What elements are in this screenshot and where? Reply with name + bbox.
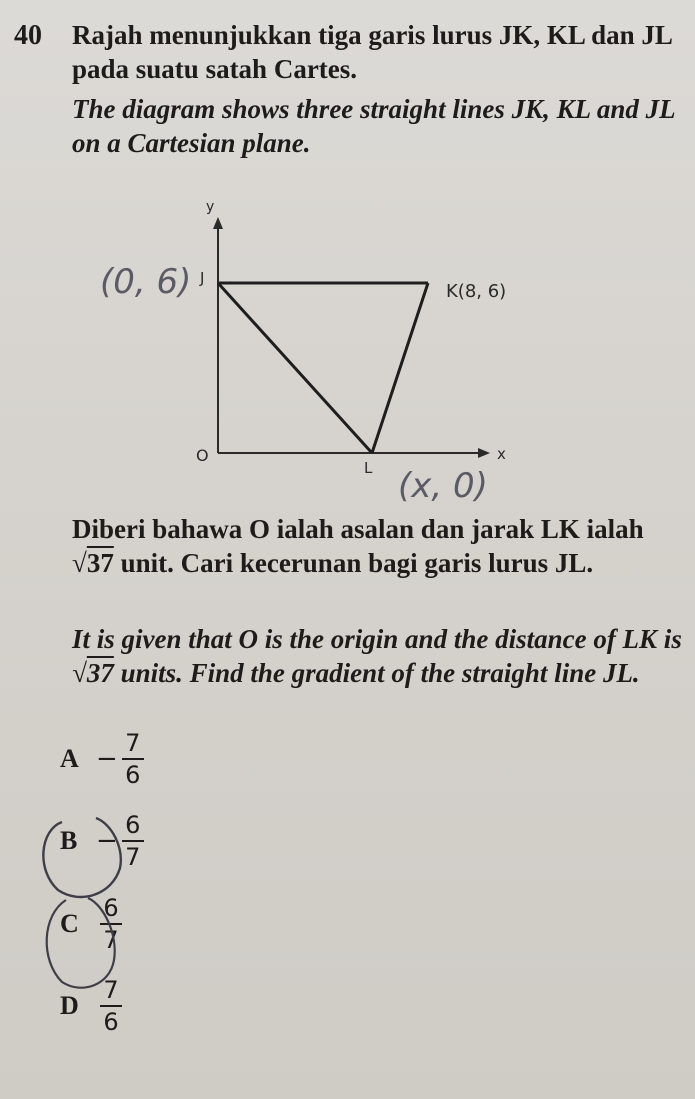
option-a[interactable]: [60, 730, 144, 788]
option-d[interactable]: [60, 977, 122, 1035]
option-c-denominator: 7: [103, 926, 119, 954]
option-a-fraction: [122, 730, 144, 788]
option-d-fraction: [100, 977, 122, 1035]
malay-given: [72, 512, 682, 580]
malay-given-part2: unit. Cari kecerunan bagi garis lurus JL.: [113, 548, 594, 578]
handwritten-l-coords: (x, 0): [398, 466, 488, 506]
question-number: 40: [14, 20, 42, 51]
option-a-letter: A: [60, 744, 79, 773]
line-kl: [372, 283, 428, 453]
x-axis-label: x: [497, 445, 506, 463]
option-c-letter: C: [60, 909, 79, 938]
option-b-fraction: [122, 812, 144, 870]
malay-given-part1: Diberi bahawa O ialah asalan dan jarak LK ialah: [72, 514, 644, 544]
english-given: [72, 622, 682, 690]
option-b-numerator: 6: [125, 811, 141, 839]
option-b-denominator: 7: [125, 843, 141, 871]
option-a-denominator: 6: [125, 761, 141, 789]
sqrt-37-english: √37: [72, 658, 114, 688]
option-b-sign: −: [96, 826, 118, 856]
point-l-label: L: [364, 459, 373, 477]
english-given-part1: It is given that O is the origin and the distance of LK is: [72, 624, 682, 654]
x-axis-arrow: [478, 448, 490, 458]
sqrt-37-malay: √37: [72, 548, 114, 578]
english-given-part2: units. Find the gradient of the straight line JL.: [113, 658, 640, 688]
option-c[interactable]: [60, 895, 122, 953]
option-b[interactable]: [60, 812, 144, 870]
option-a-numerator: 7: [125, 729, 141, 757]
cartesian-diagram: [0, 185, 695, 515]
malay-intro: Rajah menunjukkan tiga garis lurus JK, KL dan JL pada suatu satah Cartes.: [72, 20, 672, 84]
option-c-numerator: 6: [103, 894, 119, 922]
option-a-sign: −: [96, 744, 118, 774]
option-c-fraction: [100, 895, 122, 953]
option-b-letter: B: [60, 826, 78, 855]
line-jl: [218, 283, 372, 453]
origin-label: O: [196, 446, 209, 465]
english-intro: The diagram shows three straight lines JK, KL and JL on a Cartesian plane.: [72, 94, 675, 158]
point-k-label: K(8, 6): [446, 281, 507, 302]
handwritten-j-coords: (0, 6): [100, 262, 192, 302]
point-j-label: J: [200, 269, 205, 287]
y-axis-arrow: [213, 217, 223, 229]
option-d-numerator: 7: [103, 976, 119, 1004]
option-d-letter: D: [60, 991, 79, 1020]
option-d-denominator: 6: [103, 1008, 119, 1036]
y-axis-label: y: [206, 199, 215, 215]
